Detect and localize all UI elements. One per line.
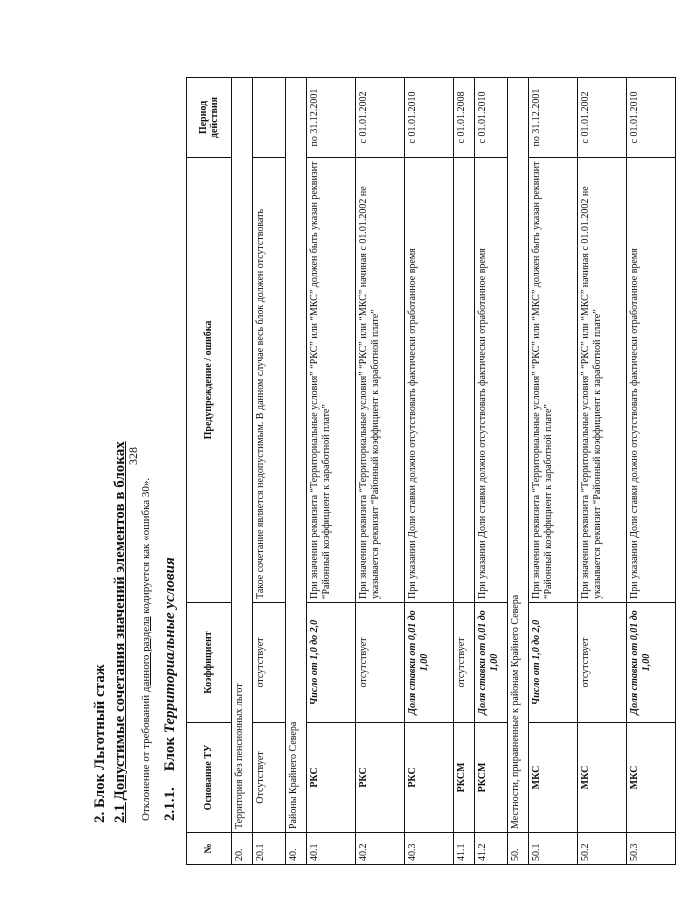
- row-number: 50.2: [578, 833, 627, 865]
- group-title: Местности, приравненные к районам Крайнего Севера: [508, 78, 529, 833]
- basis-cell: РКСМ: [454, 723, 475, 833]
- table-row-group: [232, 78, 253, 865]
- period-cell: с 01.01.2010: [405, 78, 454, 158]
- coefficient-cell: Число от 1,0 до 2,0: [529, 603, 578, 723]
- coefficient-cell: отсутствует: [578, 603, 627, 723]
- col-coefficient: Коэффициент: [187, 603, 232, 723]
- row-number: 40.2: [356, 833, 405, 865]
- row-number: 50.3: [627, 833, 676, 865]
- table-row: [475, 78, 508, 865]
- block-number: 2.1.1.: [162, 787, 178, 821]
- note-prefix: Отклонение от требований: [140, 692, 152, 821]
- message-cell: При указании Доли ставки должно отсутствовать фактически отработанное время: [475, 158, 508, 603]
- period-cell: с 01.01.2010: [475, 78, 508, 158]
- table-header-row: [187, 78, 232, 865]
- error-note: [140, 478, 152, 821]
- period-cell: с 01.01.2002: [578, 78, 627, 158]
- table-row: [578, 78, 627, 865]
- col-message: Предупреждение / ошибка: [187, 158, 232, 603]
- col-number: №: [187, 833, 232, 865]
- basis-cell: МКС: [578, 723, 627, 833]
- period-cell: с 01.01.2002: [356, 78, 405, 158]
- group-title: Территория без пенсионных льгот: [232, 78, 253, 833]
- period-cell: [253, 78, 286, 158]
- message-cell: [454, 158, 475, 603]
- table-row: [627, 78, 676, 865]
- basis-cell: РКС: [307, 723, 356, 833]
- block-title: [162, 557, 179, 821]
- coefficient-cell: Число от 1,0 до 2,0: [307, 603, 356, 723]
- period-cell: с 01.01.2010: [627, 78, 676, 158]
- table-row: [356, 78, 405, 865]
- col-period: Период действия: [187, 78, 232, 158]
- col-basis: Основание ТУ: [187, 723, 232, 833]
- period-cell: по 31.12.2001: [529, 78, 578, 158]
- table-row: [529, 78, 578, 865]
- table-row-group: [508, 78, 529, 865]
- basis-cell: РКС: [356, 723, 405, 833]
- message-cell: Такое сочетание является недопустимым. В данном случае весь блок должен отсутствовать: [253, 158, 286, 603]
- table-row: [253, 78, 286, 865]
- coefficient-cell: отсутствует: [454, 603, 475, 723]
- block-prefix: Блок: [162, 733, 178, 772]
- note-underlined: данного раздела: [140, 616, 152, 693]
- coefficient-cell: Доля ставки от 0,01 до 1,00: [475, 603, 508, 723]
- message-cell: При значении реквизита “Территориальные условия” “РКС” или “МКС” должен быть указан реквизит “Районный коэффициент к заработной плате”: [307, 158, 356, 603]
- period-cell: по 31.12.2001: [307, 78, 356, 158]
- table-row-group: [286, 78, 307, 865]
- page-number: 328: [126, 447, 140, 465]
- basis-cell: МКС: [529, 723, 578, 833]
- section-heading: 2. Блок Льготный стаж: [92, 664, 108, 823]
- row-number: 40.3: [405, 833, 454, 865]
- basis-cell: РКС: [405, 723, 454, 833]
- row-number: 41.2: [475, 833, 508, 865]
- subsection-heading: 2.1 Допустимые сочетания значений элементов в блоках: [112, 441, 128, 823]
- coefficient-cell: Доля ставки от 0,01 до 1,00: [627, 603, 676, 723]
- row-number: 40.1: [307, 833, 356, 865]
- basis-cell: МКС: [627, 723, 676, 833]
- basis-cell: Отсутствует: [253, 723, 286, 833]
- row-number: 50.1: [529, 833, 578, 865]
- group-title: Районы Крайнего Севера: [286, 78, 307, 833]
- message-cell: При указании Доли ставки должно отсутствовать фактически отработанное время: [627, 158, 676, 603]
- block-name: Территориальные условия: [162, 557, 178, 734]
- basis-cell: РКСМ: [475, 723, 508, 833]
- table-row: [307, 78, 356, 865]
- coefficient-cell: отсутствует: [356, 603, 405, 723]
- message-cell: При значении реквизита “Территориальные условия” “РКС” или “МКС” начиная с 01.01.2002 не указывается реквизит “Районный коэффициент к заработной плате”: [578, 158, 627, 603]
- row-number: 41.1: [454, 833, 475, 865]
- period-cell: с 01.01.2008: [454, 78, 475, 158]
- row-number: 40.: [286, 833, 307, 865]
- message-cell: При значении реквизита “Территориальные условия” “РКС” или “МКС” должен быть указан реквизит “Районный коэффициент к заработной плате”: [529, 158, 578, 603]
- table-row: [454, 78, 475, 865]
- note-suffix: кодируется как «ошибка 30».: [140, 477, 152, 617]
- coefficient-cell: отсутствует: [253, 603, 286, 723]
- conditions-table: [186, 77, 676, 865]
- coefficient-cell: Доля ставки от 0,01 до 1,00: [405, 603, 454, 723]
- message-cell: При значении реквизита “Территориальные условия” “РКС” или “МКС” начиная с 01.01.2002 не указывается реквизит “Районный коэффициент к заработной плате”: [356, 158, 405, 603]
- row-number: 20.: [232, 833, 253, 865]
- row-number: 20.1: [253, 833, 286, 865]
- table-row: [405, 78, 454, 865]
- message-cell: При указании Доли ставки должно отсутствовать фактически отработанное время: [405, 158, 454, 603]
- row-number: 50.: [508, 833, 529, 865]
